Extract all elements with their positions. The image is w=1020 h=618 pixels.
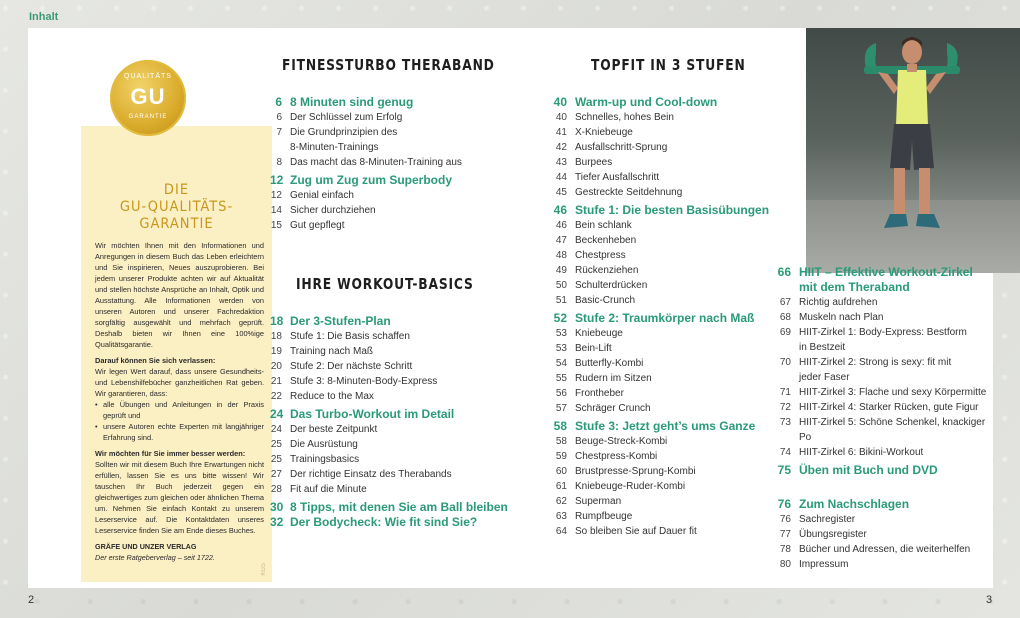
section-title-topfit: TOPFIT IN 3 STUFEN [591, 56, 746, 74]
toc-chapter-entry [775, 497, 990, 512]
toc-entry [540, 155, 780, 170]
toc-entry-title: HIIT-Zirkel 2: Strong is sexy: fit mit [799, 357, 952, 368]
toc-page-number: 24 [270, 407, 284, 421]
toc-entry-title: Stufe 1: Die Basis schaffen [290, 331, 410, 342]
toc-entry-title: Bein schlank [575, 220, 632, 231]
toc-page-number: 78 [779, 544, 791, 555]
toc-entry [270, 422, 510, 437]
toc-entry-title: Burpees [575, 157, 613, 168]
toc-entry-title: Fit auf die Minute [290, 484, 367, 495]
toc-page-number: 40 [553, 95, 567, 109]
toc-page-number: 24 [270, 424, 282, 435]
toc-page-number: 47 [555, 235, 567, 246]
toc-entry-title: Die Ausrüstung [290, 439, 358, 450]
toc-topfit [540, 95, 780, 539]
toc-chapter-entry [270, 173, 510, 188]
toc-entry-title: Zug um Zug zum Superbody [290, 173, 452, 187]
toc-entry [775, 445, 990, 460]
toc-entry [540, 326, 780, 341]
toc-entry [270, 389, 510, 404]
toc-entry-title: Der Schlüssel zum Erfolg [290, 112, 403, 123]
toc-entry [270, 188, 510, 203]
toc-page-number: 48 [555, 250, 567, 261]
toc-entry [540, 509, 780, 524]
toc-entry-title: Schräger Crunch [575, 403, 651, 414]
toc-page-number: 8 [276, 157, 282, 168]
toc-chapter-entry [270, 500, 510, 515]
toc-page-number: 6 [276, 112, 282, 123]
guarantee-bullets [95, 399, 264, 443]
toc-entry [540, 263, 780, 278]
toc-entry-title: Der richtige Einsatz des Therabands [290, 469, 452, 480]
toc-chapter-entry [775, 463, 990, 478]
toc-entry-title: Basic-Crunch [575, 295, 636, 306]
toc-entry-title: So bleiben Sie auf Dauer fit [575, 526, 697, 537]
toc-entry-title: Tiefer Ausfallschritt [575, 172, 660, 183]
toc-page-number: 52 [553, 311, 567, 325]
toc-page-number: 42 [555, 142, 567, 153]
toc-page-number: 62 [555, 496, 567, 507]
toc-entry-title: Rückenziehen [575, 265, 639, 276]
toc-entry-title: in Bestzeit [799, 342, 846, 353]
toc-page-number: 46 [553, 203, 567, 217]
toc-entry-title: Schnelles, hohes Bein [575, 112, 674, 123]
toc-entry-title: HIIT-Zirkel 1: Body-Express: Bestform [799, 327, 967, 338]
toc-page-number: 41 [555, 127, 567, 138]
toc-page-number: 20 [270, 361, 282, 372]
toc-entry-title: Richtig aufdrehen [799, 297, 878, 308]
toc-entry-title: 8-Minuten-Trainings [290, 142, 379, 153]
toc-entry-title: Üben mit Buch und DVD [799, 463, 938, 477]
toc-entry-title: jeder Faser [799, 372, 850, 383]
toc-entry-title: Rudern im Sitzen [575, 373, 652, 384]
toc-page-number: 76 [777, 497, 791, 511]
toc-chapter-entry [270, 407, 510, 422]
toc-page-number: 53 [555, 343, 567, 354]
toc-page-number: 15 [270, 220, 282, 231]
toc-entry-title: 8 Tipps, mit denen Sie am Ball bleiben [290, 500, 508, 514]
toc-entry-title: Stufe 3: Jetzt geht’s ums Ganze [575, 419, 756, 433]
toc-entry-title: Frontheber [575, 388, 624, 399]
toc-entry-title: Stufe 3: 8-Minuten-Body-Express [290, 376, 438, 387]
toc-page-number: 50 [555, 280, 567, 291]
page-number-left: 2 [28, 594, 35, 606]
toc-entry [540, 110, 780, 125]
toc-page-number: 49 [555, 265, 567, 276]
toc-entry-title: Chestpress-Kombi [575, 451, 658, 462]
toc-page-number: 18 [270, 314, 284, 328]
toc-page-number: 7 [276, 127, 282, 138]
toc-page-number: 44 [555, 172, 567, 183]
toc-page-number: 58 [553, 419, 567, 433]
toc-entry-title: Warm-up und Cool-down [575, 95, 718, 109]
toc-chapter-entry [270, 515, 510, 530]
publisher-info: GRÄFE UND UNZER VERLAG Der erste Ratgeberverlag – seit 1722. [95, 542, 215, 562]
toc-entry-title: Der beste Zeitpunkt [290, 424, 378, 435]
toc-nachschlagen [775, 497, 990, 572]
athlete-with-theraband-figure [806, 28, 1020, 273]
toc-entry-title: Stufe 2: Der nächste Schritt [290, 361, 413, 372]
guarantee-reliability: Darauf können Sie sich verlassen: Wir legen Wert darauf, dass unsere Gesundheits- und Lebenshilfebücher ganzheitlichen Rat geben. Wir garantieren, dass: [95, 356, 264, 398]
toc-entry-title: Das macht das 8-Minuten-Training aus [290, 157, 462, 168]
toc-page-number: 30 [270, 500, 284, 514]
guarantee-title: DIE GU-QUALITÄTS- GARANTIE [119, 182, 234, 232]
toc-page-number: 12 [270, 173, 284, 187]
toc-entry-title: HIIT-Zirkel 5: Schöne Schenkel, knackiger Po [799, 417, 986, 443]
toc-entry [270, 329, 510, 344]
toc-entry [270, 374, 510, 389]
toc-entry [270, 467, 510, 482]
toc-entry [270, 344, 510, 359]
toc-page-number: 76 [779, 514, 791, 525]
section-title-fitnessturbo: FITNESSTURBO THERABAND [282, 56, 495, 74]
toc-entry [540, 293, 780, 308]
toc-page-number: 51 [555, 295, 567, 306]
toc-entry-title: Sachregister [799, 514, 856, 525]
toc-page-number: 45 [555, 187, 567, 198]
toc-page-number: 40 [555, 112, 567, 123]
toc-entry [775, 295, 990, 310]
toc-entry [270, 452, 510, 467]
toc-page-number: 75 [777, 463, 791, 477]
toc-entry [540, 434, 780, 449]
toc-entry-title: Genial einfach [290, 190, 354, 201]
toc-entry [270, 125, 510, 140]
toc-page-number: 70 [779, 357, 791, 368]
toc-page-number: 55 [555, 373, 567, 384]
toc-entry-title: Beckenheben [575, 235, 637, 246]
toc-entry-title: Impressum [799, 559, 849, 570]
gu-quality-seal: QUALITÄTS GU GARANTIE [110, 60, 186, 136]
toc-chapter-entry [540, 311, 780, 326]
toc-entry-title: HIIT-Zirkel 3: Flache und sexy Körpermitte [799, 387, 987, 398]
toc-entry [270, 110, 510, 125]
toc-page-number: 69 [779, 327, 791, 338]
toc-entry [540, 185, 780, 200]
toc-page-number: 25 [270, 454, 282, 465]
toc-page-number: 77 [779, 529, 791, 540]
toc-page-number: 6 [275, 95, 282, 109]
toc-entry [270, 359, 510, 374]
toc-entry-title: Beuge-Streck-Kombi [575, 436, 668, 447]
toc-entry [775, 400, 990, 415]
section-title-workout-basics: IHRE WORKOUT-BASICS [296, 275, 474, 293]
toc-entry [775, 310, 990, 325]
toc-entry [540, 494, 780, 509]
toc-entry [775, 512, 990, 527]
section-label: Inhalt [29, 11, 59, 23]
toc-page-number: 53 [555, 328, 567, 339]
toc-entry [775, 355, 990, 370]
toc-page-number: 43 [555, 157, 567, 168]
toc-entry [775, 370, 990, 385]
toc-entry [540, 341, 780, 356]
toc-entry-title: Trainingsbasics [290, 454, 360, 465]
toc-entry-title: Training nach Maß [290, 346, 373, 357]
toc-page-number: 32 [270, 515, 284, 529]
toc-entry-title: Sicher durchziehen [290, 205, 376, 216]
toc-entry [540, 464, 780, 479]
guarantee-improvement: Wir möchten für Sie immer besser werden: Sollten wir mit diesem Buch Ihre Erwartungen nicht erfüllen, lassen Sie es uns bitte wissen! Wir tauschen Ihr Buch jederzeit gegen ein gleichwertiges zum gleichen oder ähnlichen Thema um. Nehmen Sie einfach Kontakt zu unserem Leserservice auf. Die Kontaktdaten unseres Leserservice finden Sie am Ende dieses Buches. [95, 449, 264, 535]
toc-page-number: 58 [555, 436, 567, 447]
toc-entry-title: Reduce to the Max [290, 391, 374, 402]
toc-entry [540, 140, 780, 155]
toc-entry-title: HIIT-Zirkel 6: Bikini-Workout [799, 447, 924, 458]
toc-entry [270, 140, 510, 155]
toc-entry [775, 325, 990, 340]
toc-page-number: 80 [779, 559, 791, 570]
toc-entry [270, 482, 510, 497]
toc-page-number: 67 [779, 297, 791, 308]
toc-chapter-entry [540, 203, 780, 218]
toc-entry [540, 248, 780, 263]
toc-entry-title: HIIT-Zirkel 4: Starker Rücken, gute Figur [799, 402, 979, 413]
toc-page-number: 28 [270, 484, 282, 495]
toc-page-number: 61 [555, 481, 567, 492]
guarantee-bullet: • alle Übungen und Anleitungen in der Praxis geprüft und [95, 399, 264, 421]
toc-entry-title: Der 3-Stufen-Plan [290, 314, 391, 328]
toc-entry [540, 371, 780, 386]
toc-entry [540, 233, 780, 248]
toc-entry [775, 542, 990, 557]
toc-entry-title: Kniebeuge-Ruder-Kombi [575, 481, 686, 492]
toc-entry-title: Stufe 1: Die besten Basisübungen [575, 203, 770, 217]
toc-page-number: 12 [270, 190, 282, 201]
toc-page-number: 60 [555, 466, 567, 477]
toc-workout-basics [270, 314, 510, 530]
toc-entry [775, 340, 990, 355]
toc-entry-title: Gestreckte Seitdehnung [575, 187, 683, 198]
toc-chapter-entry [540, 419, 780, 434]
quality-guarantee-box [81, 126, 272, 582]
toc-entry [270, 437, 510, 452]
toc-entry [775, 527, 990, 542]
toc-page-number: 64 [555, 526, 567, 537]
toc-page-number: 21 [270, 376, 282, 387]
toc-fitnessturbo [270, 95, 510, 233]
toc-entry-title: Übungsregister [799, 529, 867, 540]
toc-chapter-entry [775, 265, 990, 280]
toc-hiit [775, 265, 990, 478]
toc-entry [540, 218, 780, 233]
toc-entry-title: Der Bodycheck: Wie fit sind Sie? [290, 515, 478, 529]
toc-page-number: 19 [270, 346, 282, 357]
toc-page-number: 72 [779, 402, 791, 413]
toc-page-number: 14 [270, 205, 282, 216]
toc-entry [270, 218, 510, 233]
toc-page-number: 56 [555, 388, 567, 399]
toc-chapter-entry [540, 95, 780, 110]
toc-entry [540, 401, 780, 416]
toc-entry [540, 386, 780, 401]
toc-entry [775, 385, 990, 400]
toc-entry-title: Muskeln nach Plan [799, 312, 884, 323]
toc-entry-title: Rumpfbeuge [575, 511, 633, 522]
toc-chapter-entry [270, 314, 510, 329]
toc-page-number: 25 [270, 439, 282, 450]
guarantee-body [95, 240, 264, 536]
toc-entry [540, 170, 780, 185]
toc-entry-title: Butterfly-Kombi [575, 358, 644, 369]
athlete-photo [806, 28, 1020, 273]
toc-entry-title: Chestpress [575, 250, 626, 261]
toc-page-number: 54 [555, 358, 567, 369]
toc-chapter-entry [775, 280, 990, 295]
toc-entry-title: Superman [575, 496, 622, 507]
guarantee-intro: Wir möchten Ihnen mit den Informationen und Anregungen in diesem Buch das Leben erleichtern und Sie inspirieren, Neues auszuprobieren. Bei jedem unserer Produkte achten wir auf Aktualität und stellen höchste Ansprüche an Inhalt, Optik und Ausstattung. Alle Informationen werden von unseren Autoren und unserer Fachredaktion sorgfältig ausgewählt und mehrfach geprüft. Deshalb bieten wir Ihnen eine 100%ige Qualitätsgarantie. [95, 241, 264, 349]
toc-entry-title: Schulterdrücken [575, 280, 648, 291]
product-code: KGS [261, 563, 267, 576]
toc-page-number: 46 [555, 220, 567, 231]
toc-entry-title: HIIT – Effektive Workout-Zirkel [799, 265, 973, 279]
guarantee-bullet: • unsere Autoren echte Experten mit langjähriger Erfahrung sind. [95, 421, 264, 443]
toc-page-number: 63 [555, 511, 567, 522]
toc-page-number: 22 [270, 391, 282, 402]
toc-page-number: 57 [555, 403, 567, 414]
toc-entry-title: Ausfallschritt-Sprung [575, 142, 668, 153]
toc-entry [540, 278, 780, 293]
toc-entry [540, 356, 780, 371]
toc-entry [540, 524, 780, 539]
toc-entry-title: Kniebeuge [575, 328, 623, 339]
toc-entry-title: Bein-Lift [575, 343, 612, 354]
toc-entry-title: mit dem Theraband [799, 280, 910, 294]
book-spread [28, 28, 993, 588]
toc-entry-title: Brustpresse-Sprung-Kombi [575, 466, 696, 477]
toc-page-number: 73 [779, 417, 791, 428]
toc-entry [540, 125, 780, 140]
toc-entry-title: Das Turbo-Workout im Detail [290, 407, 455, 421]
toc-entry-title: Stufe 2: Traumkörper nach Maß [575, 311, 755, 325]
toc-entry-title: Gut gepflegt [290, 220, 345, 231]
toc-entry-title: Zum Nachschlagen [799, 497, 910, 511]
toc-entry-title: 8 Minuten sind genug [290, 95, 414, 109]
page-number-right: 3 [986, 594, 993, 606]
toc-entry-title: X-Kniebeuge [575, 127, 633, 138]
toc-chapter-entry [270, 95, 510, 110]
toc-page-number: 68 [779, 312, 791, 323]
toc-entry-title: Bücher und Adressen, die weiterhelfen [799, 544, 971, 555]
toc-page-number: 18 [270, 331, 282, 342]
toc-entry [270, 155, 510, 170]
toc-page-number: 66 [777, 265, 791, 279]
toc-page-number: 59 [555, 451, 567, 462]
toc-entry [540, 449, 780, 464]
toc-page-number: 27 [270, 469, 282, 480]
toc-page-number: 71 [779, 387, 791, 398]
toc-entry [775, 557, 990, 572]
toc-entry [270, 203, 510, 218]
toc-entry [540, 479, 780, 494]
toc-entry [775, 415, 990, 445]
toc-entry-title: Die Grundprinzipien des [290, 127, 398, 138]
toc-page-number: 74 [779, 447, 791, 458]
